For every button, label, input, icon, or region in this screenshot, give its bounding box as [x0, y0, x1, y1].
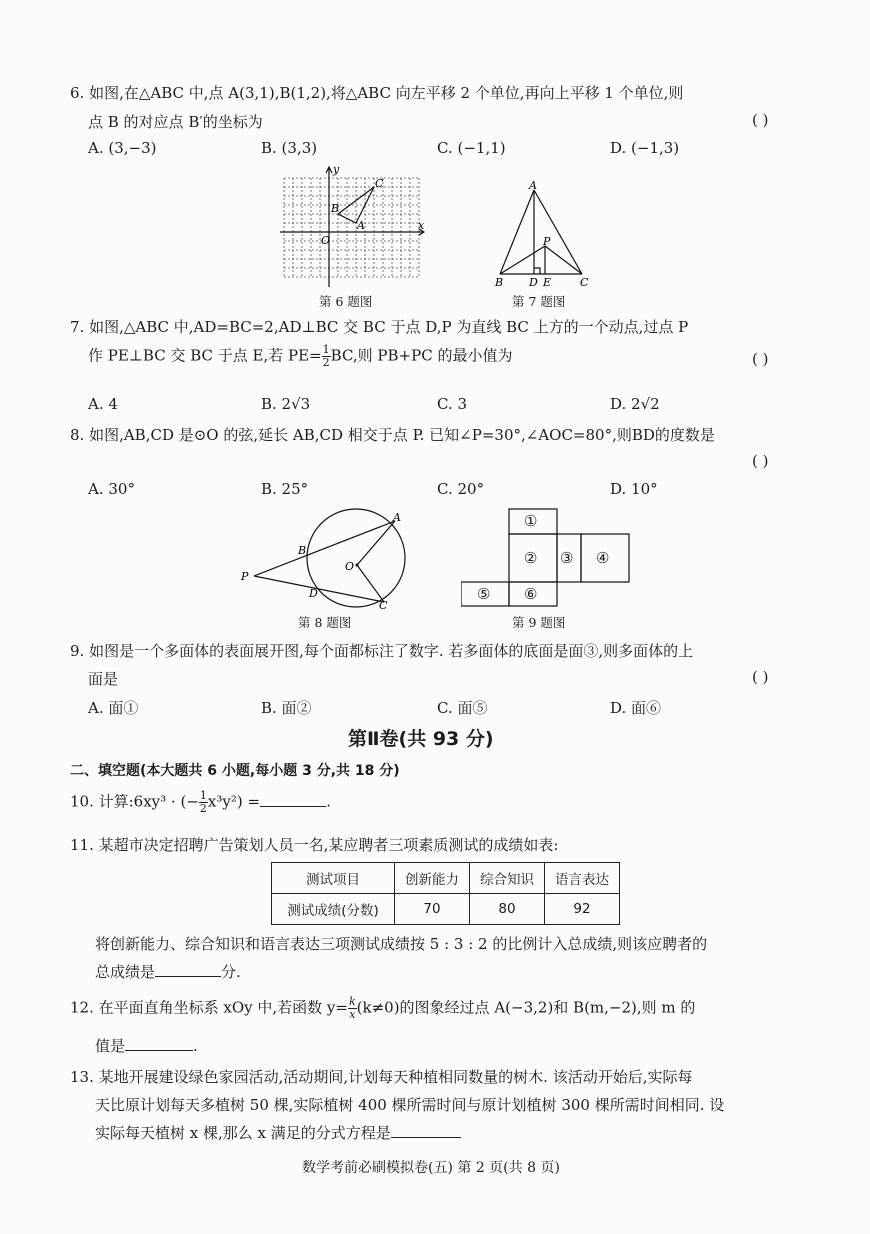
- q10-fraction: [199, 790, 208, 815]
- q11-stem-line2: 将创新能力、综合知识和语言表达三项测试成绩按 5 : 3 : 2 的比例计入总成绩,则该应聘者的: [95, 935, 708, 953]
- part2-title: 第Ⅱ卷(共 93 分): [348, 728, 494, 750]
- net-face-5: ⑤: [477, 585, 491, 603]
- q6-option-a: A. (3,−3): [88, 139, 157, 157]
- q11-score-table: [271, 862, 620, 925]
- q12-fraction-denominator: x: [349, 1008, 356, 1021]
- q7-stem-line2-part2: BC,则 PB+PC 的最小值为: [330, 346, 513, 365]
- q12-fraction-numerator: k: [348, 995, 356, 1008]
- q7-stem-line2: [88, 344, 512, 369]
- q12-end: .: [193, 1037, 198, 1055]
- q9-option-d: D. 面⑥: [610, 699, 662, 717]
- q8-option-c: C. 20°: [437, 480, 485, 498]
- q9-stem-line2: 面是: [88, 670, 119, 688]
- q7-option-d: D. 2√2: [610, 395, 660, 413]
- fig6-label-b: B: [331, 202, 340, 215]
- q13-stem-line2: 天比原计划每天多植树 50 棵,实际植树 400 棵所需时间与原计划植树 300 棵所需时间相同. 设: [95, 1096, 725, 1114]
- q12-answer-blank[interactable]: [125, 1050, 193, 1051]
- q7-figure-caption: 第 7 题图: [512, 294, 566, 309]
- q11-line3-part1: 总成绩是: [95, 963, 156, 981]
- q12-line1-part1: 12. 在平面直角坐标系 xOy 中,若函数 y=: [70, 998, 348, 1017]
- q7-triangle-figure: [488, 178, 598, 290]
- table-header-row: [272, 863, 620, 894]
- q13-answer-blank[interactable]: [391, 1137, 461, 1138]
- fig8-label-p: P: [241, 570, 249, 583]
- fig8-label-a: A: [393, 511, 401, 524]
- q8-option-a: A. 30°: [88, 480, 135, 498]
- q7-option-a: A. 4: [88, 395, 118, 413]
- q12-fraction: [348, 996, 357, 1021]
- q9-option-c: C. 面⑤: [437, 699, 488, 717]
- q6-stem-line2: 点 B 的对应点 B′的坐标为: [88, 113, 263, 131]
- page-footer: 数学考前必刷模拟卷(五) 第 2 页(共 8 页): [302, 1160, 560, 1176]
- q6-coordinate-grid-figure: [278, 163, 428, 290]
- fig8-label-b: B: [298, 544, 307, 557]
- q8-answer-paren: ( ): [752, 452, 769, 470]
- q6-answer-paren: ( ): [752, 111, 769, 129]
- table-header-cell: 测试项目: [272, 863, 395, 894]
- table-cell: 92: [545, 894, 620, 925]
- fig7-label-b: B: [495, 276, 504, 289]
- q11-stem-line1: 11. 某超市决定招聘广告策划人员一名,某应聘者三项素质测试的成绩如表:: [70, 836, 559, 854]
- net-face-2: ②: [524, 549, 538, 567]
- q6-figure-caption: 第 6 题图: [319, 294, 373, 309]
- q12-stem-line2: [95, 1035, 198, 1056]
- fig7-label-a: A: [529, 179, 537, 192]
- table-cell: 测试成绩(分数): [272, 894, 395, 925]
- q7-stem-line1: 7. 如图,△ABC 中,AD=BC=2,AD⊥BC 交 BC 于点 D,P 为直线 BC 上方的一个动点,过点 P: [70, 318, 689, 336]
- fig7-label-e: E: [543, 276, 552, 289]
- q8-circle-figure: [238, 505, 408, 611]
- fig8-label-c: C: [379, 599, 388, 611]
- fig6-label-c: C: [375, 177, 384, 190]
- q9-option-b: B. 面②: [261, 699, 312, 717]
- q11-stem-line3: [95, 961, 241, 982]
- q7-fraction-numerator: 1: [322, 343, 330, 356]
- fill-in-section-heading: 二、填空题(本大题共 6 小题,每小题 3 分,共 18 分): [70, 763, 400, 779]
- q12-stem-line1: [70, 996, 695, 1021]
- q10-prefix: 10. 计算:6xy³ · (−: [70, 792, 199, 811]
- q8-stem-line1: 8. 如图,AB,CD 是⊙O 的弦,延长 AB,CD 相交于点 P. 已知∠P=30°,∠AOC=80°,则BD的度数是: [70, 426, 715, 444]
- table-header-cell: 综合知识: [470, 863, 545, 894]
- q8-option-d: D. 10°: [610, 480, 658, 498]
- fig8-label-d: D: [309, 587, 318, 600]
- q13-line3-text: 实际每天植树 x 棵,那么 x 满足的分式方程是: [95, 1124, 391, 1142]
- q7-option-c: C. 3: [437, 395, 468, 413]
- q6-option-b: B. (3,3): [261, 139, 318, 157]
- q8-option-b: B. 25°: [261, 480, 309, 498]
- q9-stem-line1: 9. 如图是一个多面体的表面展开图,每个面都标注了数字. 若多面体的底面是面③,则多面体的上: [70, 642, 694, 660]
- q12-line1-part2: (k≠0)的图象经过点 A(−3,2)和 B(m,−2),则 m 的: [356, 998, 696, 1017]
- net-face-3: ③: [560, 549, 574, 567]
- fig7-label-d: D: [529, 276, 538, 289]
- table-row: [272, 894, 620, 925]
- table-cell: 80: [470, 894, 545, 925]
- fig6-label-origin: O: [321, 234, 331, 247]
- fig6-label-a: A: [357, 219, 365, 232]
- q8-figure-caption: 第 8 题图: [298, 615, 352, 630]
- q9-answer-paren: ( ): [752, 668, 769, 686]
- table-header-cell: 语言表达: [545, 863, 620, 894]
- q10-end: .: [326, 792, 331, 811]
- q13-stem-line3: [95, 1122, 461, 1143]
- q7-answer-paren: ( ): [752, 350, 769, 368]
- net-face-4: ④: [596, 549, 610, 567]
- fig7-label-p: P: [543, 235, 551, 248]
- q6-option-d: D. (−1,3): [610, 139, 680, 157]
- q9-option-a: A. 面①: [88, 699, 139, 717]
- q9-figure-caption: 第 9 题图: [512, 615, 566, 630]
- q11-answer-blank[interactable]: [155, 976, 221, 977]
- q9-net-figure: [461, 508, 631, 608]
- q10-suffix: x³y²) =: [207, 792, 261, 811]
- q7-option-b: B. 2√3: [261, 395, 311, 413]
- q12-line2-text: 值是: [95, 1037, 126, 1055]
- q7-fraction-denominator: 2: [322, 356, 330, 369]
- fig6-label-x: x: [418, 219, 425, 232]
- q6-option-c: C. (−1,1): [437, 139, 506, 157]
- q7-stem-line2-part1: 作 PE⊥BC 交 BC 于点 E,若 PE=: [88, 346, 322, 365]
- net-face-6: ⑥: [524, 585, 538, 603]
- net-face-1: ①: [524, 512, 538, 530]
- q10-stem: [70, 790, 331, 815]
- q13-stem-line1: 13. 某地开展建设绿色家园活动,活动期间,计划每天种植相同数量的树木. 该活动开始后,实际每: [70, 1068, 693, 1086]
- fig8-label-o: O: [345, 560, 355, 573]
- table-header-cell: 创新能力: [395, 863, 470, 894]
- q6-stem-line1: 6. 如图,在△ABC 中,点 A(3,1),B(1,2),将△ABC 向左平移 2 个单位,再向上平移 1 个单位,则: [70, 84, 684, 102]
- q11-line3-part2: 分.: [221, 963, 241, 981]
- table-cell: 70: [395, 894, 470, 925]
- q7-fraction-half: [322, 344, 331, 369]
- fig6-label-y: y: [333, 163, 340, 176]
- q10-fraction-numerator: 1: [199, 789, 207, 802]
- q10-fraction-denominator: 2: [199, 802, 207, 815]
- fig7-label-c: C: [580, 276, 589, 289]
- q10-answer-blank[interactable]: [260, 806, 326, 807]
